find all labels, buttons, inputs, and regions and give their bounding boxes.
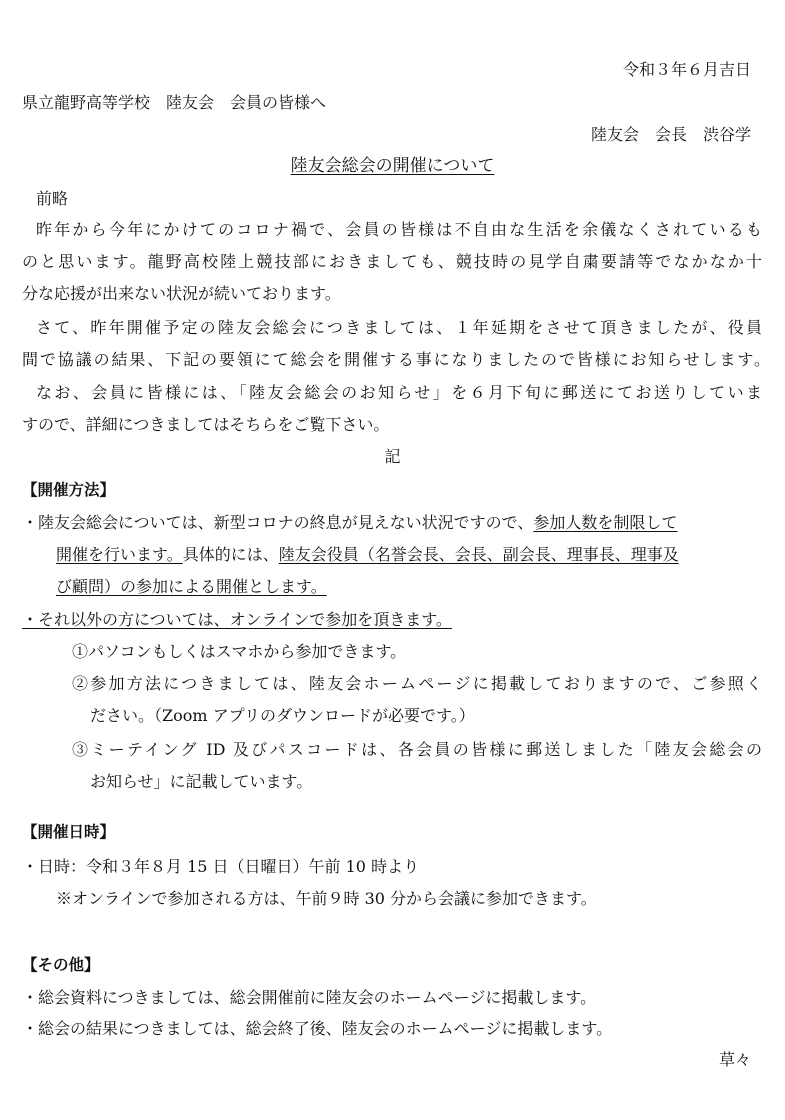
sender: 陸友会 会長 渋谷学 <box>590 125 751 144</box>
paragraph-3-line-1: なお、会員に皆様には、「陸友会総会のお知らせ」を６月下旬に郵送にてお送りしていま <box>36 383 762 402</box>
method-bullet-1-line-1 <box>22 513 677 533</box>
method-bullet-1-underlined-3: 陸友会役員（名誉会長、会長、副会長、理事長、理事及 <box>278 545 679 564</box>
method-item-2-line-2: ださい。（Zoom アプリのダウンロードが必要です。） <box>90 706 475 725</box>
salutation: 前略 <box>36 189 69 208</box>
method-item-1: ①パソコンもしくはスマホから参加できます。 <box>72 642 407 661</box>
method-bullet-1-line-2 <box>56 545 679 565</box>
method-bullet-1-underlined-2: 開催を行います。 <box>56 545 183 564</box>
paragraph-1-line-3: 分な応援が出来ない状況が続いております。 <box>22 284 341 303</box>
ki-mark: 記 <box>384 447 401 466</box>
paragraph-3-line-2: すので、詳細につきましてはそちらをご覧下さい。 <box>22 415 390 434</box>
method-bullet-1-text: ・陸友会総会については、新型コロナの終息が見えない状況ですので、 <box>22 513 534 532</box>
method-bullet-2-text: ・それ以外の方については、オンラインで参加を頂きます。 <box>22 610 452 629</box>
paragraph-2-line-1: さて、昨年開催予定の陸友会総会につきましては、１年延期をさせて頂きましたが、役員 <box>36 318 762 337</box>
method-bullet-1-underlined: 参加人数を制限して <box>533 513 678 532</box>
document-title: 陸友会総会の開催について <box>290 156 495 176</box>
method-bullet-1-line-3: び顧問）の参加による開催とします。 <box>56 577 327 596</box>
datetime-note: ※オンラインで参加される方は、午前９時 30 分から会議に参加できます。 <box>56 889 597 908</box>
method-item-2-line-1: ②参加方法につきましては、陸友会ホームページに掲載しておりますので、ご参照く <box>72 674 762 693</box>
method-item-3-line-1: ③ミーテイング ID 及びパスコードは、各会員の皆様に郵送しました「陸友会総会の <box>72 740 762 759</box>
other-line-1: ・総会資料につきましては、総会開催前に陸友会のホームページに掲載します。 <box>22 988 597 1007</box>
recipient: 県立龍野高等学校 陸友会 会員の皆様へ <box>22 93 327 112</box>
method-heading: 【開催方法】 <box>22 481 116 499</box>
other-line-2: ・総会の結果につきましては、総会終了後、陸友会のホームページに掲載します。 <box>22 1019 613 1038</box>
paragraph-2-line-2: 間で協議の結果、下記の要領にて総会を開催する事になりましたので皆様にお知らせします。 <box>22 350 770 369</box>
letter-date: 令和３年６月吉日 <box>622 60 751 79</box>
paragraph-1-line-1: 昨年から今年にかけてのコロナ禍で、会員の皆様は不自由な生活を余儀なくされているも <box>36 220 762 239</box>
datetime-line: ・日時：令和３年８月 15 日（日曜日）午前 10 時より <box>22 857 420 876</box>
method-bullet-1-text-2: 具体的には、 <box>182 545 279 564</box>
method-item-3-line-2: お知らせ」に記載しています。 <box>90 772 313 791</box>
method-bullet-2 <box>22 610 452 630</box>
closing: 草々 <box>718 1050 751 1069</box>
paragraph-1-line-2: のと思います。龍野高校陸上競技部におきましても、競技時の見学自粛要請等でなかなか十 <box>22 252 762 271</box>
other-heading: 【その他】 <box>22 956 100 974</box>
datetime-heading: 【開催日時】 <box>22 823 116 841</box>
